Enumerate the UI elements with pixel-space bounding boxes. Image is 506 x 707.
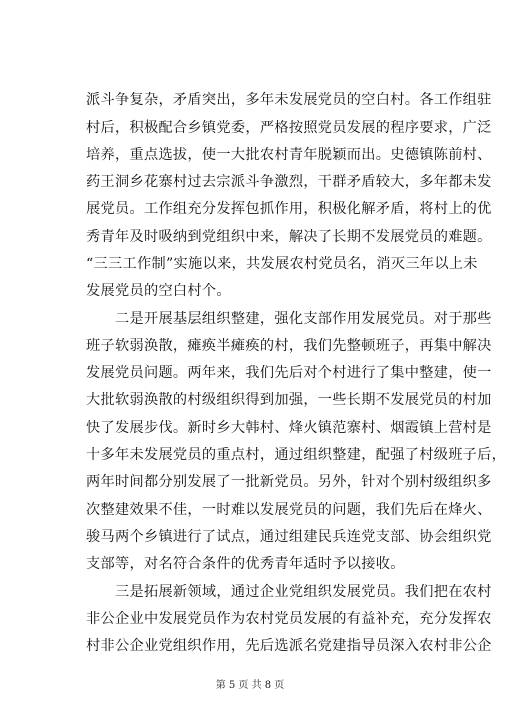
text-line: 支部等，对名符合条件的优秀青年适时予以接收。 xyxy=(86,556,405,572)
text-line: 两年时间都分别发展了一批新党员。另外，针对个别村级组织多 xyxy=(86,474,492,490)
text-line: 快了发展步伐。新时乡大韩村、烽火镇范寨村、烟霞镇上营村是 xyxy=(86,420,492,436)
paragraph-start-line: 三是拓展新领域，通过企业党组织发展党员。我们把在农村 xyxy=(86,584,492,600)
text-line: 村后，积极配合乡镇党委，严格按照党员发展的程序要求，广泛 xyxy=(86,120,492,136)
text-line: 非公企业中发展党员作为农村党员发展的有益补充，充分发挥农 xyxy=(86,611,492,627)
text-line: 大批软弱涣散的村级组织得到加强，一些长期不发展党员的村加 xyxy=(86,392,492,408)
text-line: 展党员。工作组充分发挥包抓作用，积极化解矛盾，将村上的优 xyxy=(86,201,492,217)
page-number-footer: 第 5 页 共 8 页 xyxy=(215,680,285,691)
text-line: 药王洞乡花寨村过去宗派斗争激烈，干群矛盾较大，多年都未发 xyxy=(86,174,492,190)
text-line: 发展党员的空白村个。 xyxy=(86,283,231,299)
text-line: 村非公企业党组织作用，先后选派名党建指导员深入农村非公企 xyxy=(86,638,492,654)
text-line: “三三工作制”实施以来，共发展农村党员名，消灭三年以上未 xyxy=(86,256,478,272)
text-line: 次整建效果不佳，一时难以发展党员的问题，我们先后在烽火、 xyxy=(86,502,492,518)
text-line: 派斗争复杂，矛盾突出，多年未发展党员的空白村。各工作组驻 xyxy=(86,92,492,108)
paragraph-start-line: 二是开展基层组织整建，强化支部作用发展党员。对于那些 xyxy=(86,311,492,327)
text-line: 发展党员问题。两年来，我们先后对个村进行了集中整建，使一 xyxy=(86,365,492,381)
text-line: 秀青年及时吸纳到党组织中来，解决了长期不发展党员的难题。 xyxy=(86,229,492,245)
text-line: 班子软弱涣散，瘫痪半瘫痪的村，我们先整顿班子，再集中解决 xyxy=(86,338,492,354)
text-line: 骏马两个乡镇进行了试点，通过组建民兵连党支部、协会组织党 xyxy=(86,529,492,545)
text-line: 培养，重点选拔，使一大批农村青年脱颖而出。史德镇陈前村、 xyxy=(86,147,492,163)
text-line: 十多年未发展党员的重点村，通过组织整建，配强了村级班子后， xyxy=(86,447,506,463)
